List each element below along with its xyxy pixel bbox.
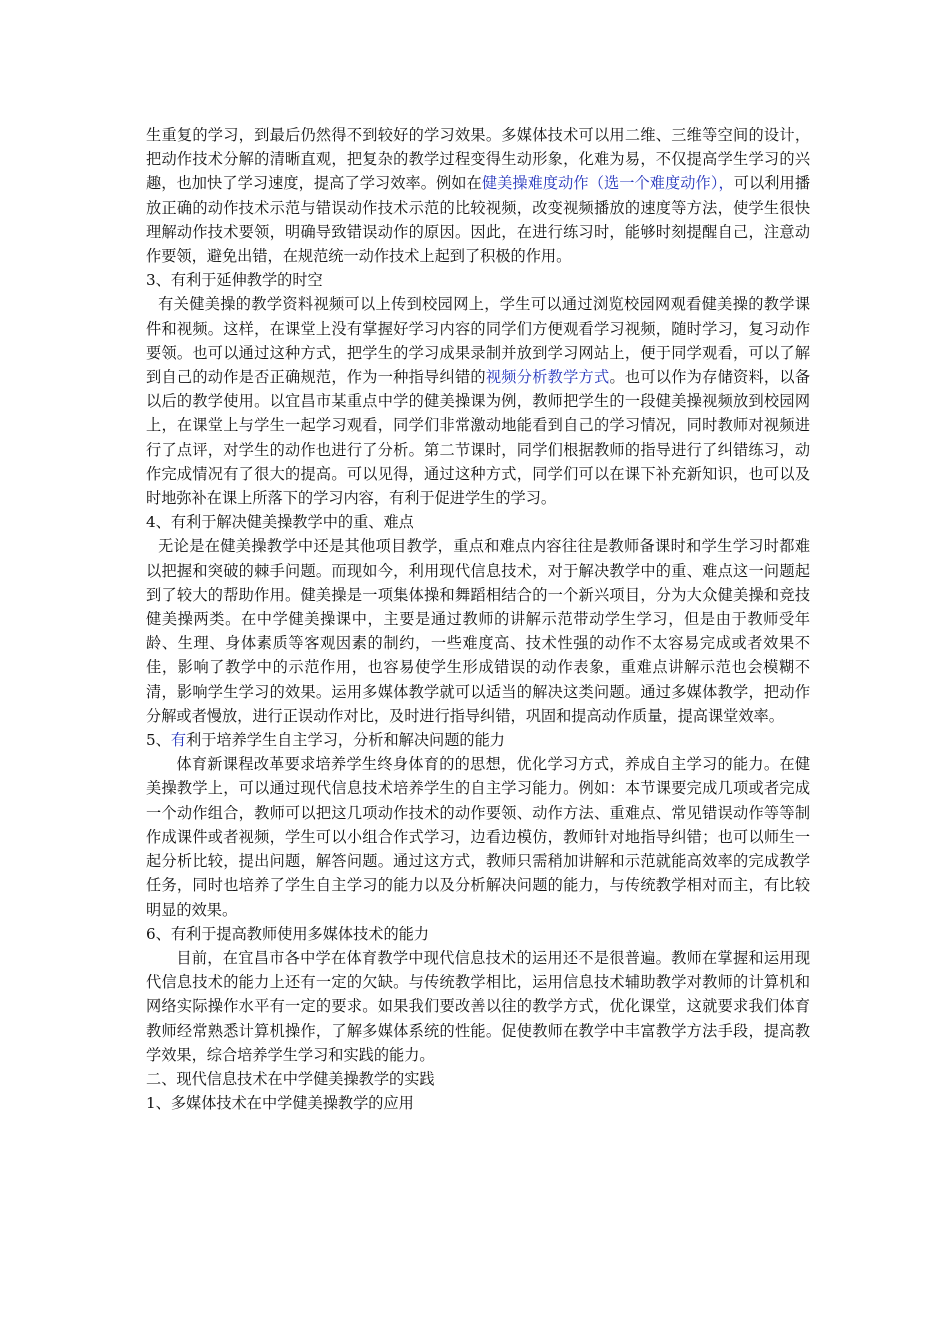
heading-section-3: 3、有利于延伸教学的时空: [146, 271, 323, 290]
heading-section-4: 4、有利于解决健美操教学中的重、难点: [146, 513, 414, 532]
link-video-analysis-method[interactable]: 视频分析教学方式: [485, 368, 610, 387]
heading-text: 利于培养学生自主学习，分析和解决问题的能力: [186, 731, 505, 750]
link-aerobics-difficulty-move[interactable]: 健美操难度动作（选一个难度动作），: [481, 174, 734, 193]
link-heading-5[interactable]: 有: [170, 731, 187, 750]
paragraph-teacher-ability: 目前，在宜昌市各中学在体育教学中现代信息技术的运用还不是很普遍。教师在掌握和运用现代信息技术的能力上还有一定的欠缺。与传统教学相比，运用信息技术辅助教学对教师的计算机和网络实际操作水平有一定的要求。如果我们要改善以往的教学方式，优化课堂，这就要求我们体育教师经常熟悉计算机操作，了解多媒体系统的性能。促使教师在教学中丰富教学方法手段，提高教学效果，综合培养学生学习和实践的能力。: [146, 948, 810, 1064]
heading-section-5: [146, 728, 810, 752]
paragraph-text: 。也可以作为存储资料，以备以后的教学使用。以宜昌市某重点中学的健美操课为例，教师把学生的一段健美操视频放到校园网上，在课堂上与学生一起学习观看，同学们非常激动地能看到自己的学习情况，同时教师对视频进行了点评，对学生的动作也进行了分析。第二节课时，同学们根据教师的指导进行了纠错练习，动作完成情况有了很大的提高。可以见得，通过这种方式，同学们可以在课下补充新知识，也可以及时地弥补在课上所落下的学习内容，有利于促进学生的学习。: [146, 368, 811, 508]
heading-subsection-1: 1、多媒体技术在中学健美操教学的应用: [146, 1094, 414, 1113]
heading-section-6: 6、有利于提高教师使用多媒体技术的能力: [146, 924, 430, 943]
paragraph-key-difficult-points: 无论是在健美操教学中还是其他项目教学，重点和难点内容往往是教师备课时和学生学习时都难以把握和突破的棘手问题。而现如今，利用现代信息技术，对于解决教学中的重、难点这一问题起到了较大的帮助作用。健美操是一项集体操和舞蹈相结合的一个新兴项目，分为大众健美操和竞技健美操两类。在中学健美操课中，主要是通过教师的讲解示范带动学生学习，但是由于教师受年龄、生理、身体素质等客观因素的制约，一些难度高、技术性强的动作不太容易完成或者效果不佳，影响了教学中的示范作用，也容易使学生形成错误的动作表象，重难点讲解示范也会模糊不清，影响学生学习的效果。运用多媒体教学就可以适当的解决这类问题。通过多媒体教学，把动作分解或者慢放，进行正误动作对比，及时进行指导纠错，巩固和提高动作质量，提高课堂效率。: [146, 537, 810, 725]
paragraph-text: 可以利用播放正确的动作技术示范与错误动作技术示范的比较视频，改变视频播放的速度等方法，使学生很快理解动作技术要领，明确导致错误动作的原因。因此，在进行练习时，能够时刻提醒自己，注意动作要领，避免出错，在规范统一动作技术上起到了积极的作用。: [146, 174, 811, 266]
heading-part-2: 二、现代信息技术在中学健美操教学的实践: [146, 1069, 435, 1088]
heading-number: 5、: [146, 731, 171, 750]
paragraph-text: 生重复的学习，到最后仍然得不到较好的学习效果。多媒体技术可以用二维、三维等空间的设计，把动作技术分解的清晰直观，把复杂的教学过程变得生动形象，化难为易，不仅提高学生学习的兴趣，也加快了学习速度，提高了学习效率。例如在: [146, 126, 810, 193]
document-body: [146, 123, 810, 1115]
paragraph-text: 有关健美操的教学资料视频可以上传到校园网上，学生可以通过浏览校园网观看健美操的教学课件和视频。这样，在课堂上没有掌握好学习内容的同学们方便观看学习视频，随时学习，复习动作要领。也可以通过这种方式，把学生的学习成果录制并放到学习网站上，便于同学观看，可以了解到自己的动作是否正确规范，作为一种指导纠错的: [146, 295, 810, 387]
paragraph-extend-time-space: [146, 292, 810, 510]
paragraph-self-learning: 体育新课程改革要求培养学生终身体育的的思想，优化学习方式，养成自主学习的能力。在健美操教学上，可以通过现代信息技术培养学生的自主学习能力。例如：本节课要完成几项或者完成一个动作组合，教师可以把这几项动作技术的动作要领、动作方法、重难点、常见错误动作等等制作成课件或者视频，学生可以小组合作式学习，边看边模仿，教师针对地指导纠错；也可以师生一起分析比较，提出问题，解答问题。通过这方式，教师只需稍加讲解和示范就能高效率的完成教学任务，同时也培养了学生自主学习的能力以及分析解决问题的能力，与传统教学相对而主，有比较明显的效果。: [146, 755, 810, 919]
paragraph-visual-clarity: [146, 123, 810, 268]
